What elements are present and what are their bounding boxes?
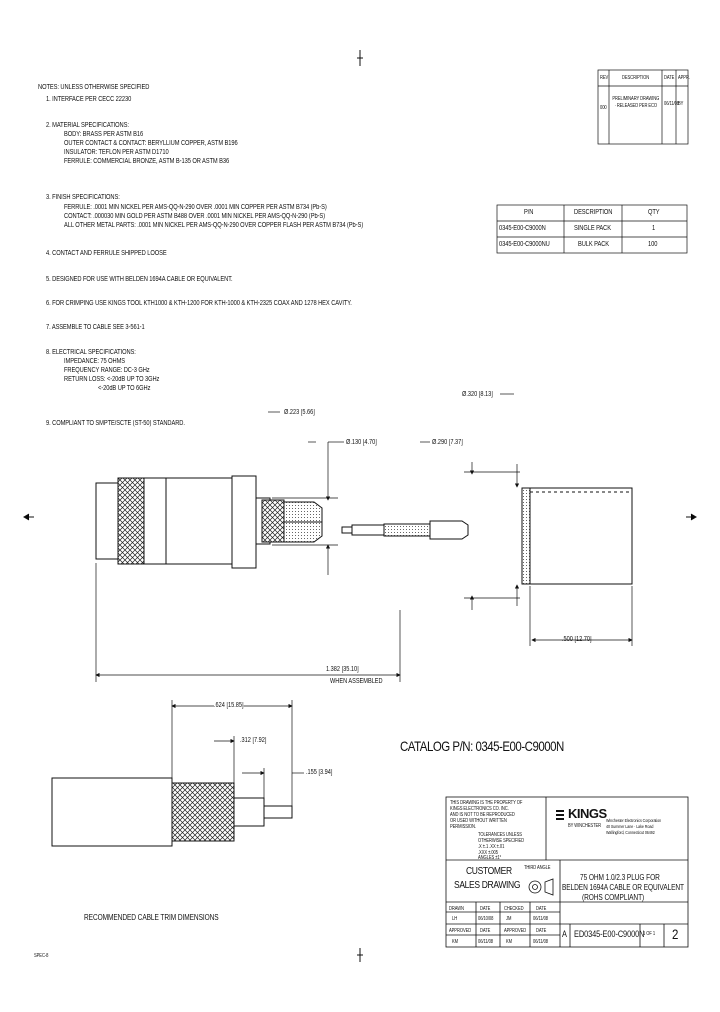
rev-desc-header: DESCRIPTION bbox=[622, 75, 650, 81]
parts-header-qty: QTY bbox=[648, 209, 660, 216]
parts-row-qty: 100 bbox=[648, 241, 658, 248]
title-line: BELDEN 1694A CABLE OR EQUIVALENT bbox=[562, 883, 684, 892]
note-line: OUTER CONTACT & CONTACT: BERYLLIUM COPPER, ASTM B196 bbox=[64, 140, 238, 147]
company-line: Wallingford, Connecticut 06492 bbox=[606, 830, 655, 835]
approved-by-2: KM bbox=[506, 939, 512, 945]
note-line: 3. FINISH SPECIFICATIONS: bbox=[46, 194, 120, 201]
note-line: 2. MATERIAL SPECIFICATIONS: bbox=[46, 122, 129, 129]
strip-caption: RECOMMENDED CABLE TRIM DIMENSIONS bbox=[84, 913, 219, 922]
note-line: FERRULE: COMMERCIAL BRONZE, ASTM B-135 OR ASTM B36 bbox=[64, 158, 230, 165]
title-line: 75 OHM 1.0/2.3 PLUG FOR bbox=[580, 873, 660, 882]
dim-ferrule-id: Ø.223 [5.66] bbox=[284, 409, 315, 416]
brand-subtitle: BY WINCHESTER bbox=[568, 823, 602, 829]
dim-contact: Ø.130 [4.70] bbox=[346, 439, 377, 446]
rev-value: 000 bbox=[600, 105, 607, 111]
drawn-date-label: DATE bbox=[480, 906, 491, 912]
company-line: Winchester Electronics Corporation bbox=[606, 818, 662, 823]
note-line: 6. FOR CRIMPING USE KINGS TOOL KTH1000 & KTH-1200 FOR KTH-1000 & KTH-2325 COAX AND 1278 HEX CAVITY. bbox=[46, 300, 352, 307]
catalog-part-number: CATALOG P/N: 0345-E00-C9000N bbox=[400, 738, 564, 754]
checked-date: 06/11/08 bbox=[533, 916, 549, 922]
drawing-number: ED0345-E00-C9000N bbox=[574, 929, 645, 939]
note-line: FERRULE: .0001 MIN NICKEL PER AMS-QQ-N-290 OVER .0001 MIN COPPER PER ASTM B734 (Pb-S) bbox=[64, 204, 327, 211]
parts-row-pn: 0345-E00-C9000NU bbox=[499, 241, 550, 248]
sales-drawing-label: SALES DRAWING bbox=[454, 880, 521, 891]
contact-pin bbox=[342, 521, 468, 539]
note-line: IMPEDANCE: 75 OHMS bbox=[64, 358, 126, 365]
cable-strip-view bbox=[52, 778, 292, 846]
note-line: 4. CONTACT AND FERRULE SHIPPED LOOSE bbox=[46, 250, 167, 257]
rev-appr: BY bbox=[678, 101, 684, 107]
title-line: (ROHS COMPLIANT) bbox=[582, 893, 645, 902]
note-line: 7. ASSEMBLE TO CABLE SEE 3-561-1 bbox=[46, 324, 145, 331]
rev-header: REV bbox=[600, 75, 609, 81]
drawn-date: 06/10/08 bbox=[478, 916, 494, 922]
note-line: ALL OTHER METAL PARTS: .0001 MIN NICKEL PER AMS-QQ-N-290 OVER COPPER FLASH PER ASTM B734 (Pb-S) bbox=[64, 222, 364, 229]
note-line: INSULATOR: TEFLON PER ASTM D1710 bbox=[64, 149, 169, 156]
rev-date-header: DATE bbox=[664, 75, 675, 81]
ferrule bbox=[522, 488, 632, 584]
approved-date-label-2: DATE bbox=[536, 928, 547, 934]
dim-strip-b: .312 [7.92] bbox=[240, 737, 267, 744]
footer-code: SPEC-8 bbox=[34, 953, 49, 959]
parts-row-pn: 0345-E00-C9000N bbox=[499, 225, 546, 232]
company-line: 40 Summer Lane · Lake Road bbox=[606, 824, 654, 829]
rev-date: 06/11/08 bbox=[664, 101, 680, 107]
rev-appr-header: APPR. bbox=[678, 75, 690, 81]
approved-date-2: 06/11/08 bbox=[533, 939, 549, 945]
note-line: FREQUENCY RANGE: DC-3 GHz bbox=[64, 367, 150, 374]
note-line: CONTACT: .000030 MIN GOLD PER ASTM B488 OVER .0001 MIN NICKEL PER AMS-QQ-N-290 (Pb-S) bbox=[64, 213, 325, 220]
note-line: 9. COMPLIANT TO SMPTE/SCTE (ST-50) STANDARD. bbox=[46, 420, 185, 427]
parts-header-pn: P/N bbox=[524, 209, 534, 216]
dim-strip-c: .155 [3.94] bbox=[306, 769, 333, 776]
notes-heading: NOTES: UNLESS OTHERWISE SPECIFIED bbox=[38, 84, 150, 91]
third-angle-label: THIRD ANGLE bbox=[524, 865, 551, 871]
note-line: 1. INTERFACE PER CECC 22230 bbox=[46, 96, 132, 103]
third-angle-symbol bbox=[529, 879, 553, 895]
note-line: 8. ELECTRICAL SPECIFICATIONS: bbox=[46, 349, 136, 356]
approved-label: APPROVED bbox=[449, 928, 472, 934]
parts-row-qty: 1 bbox=[652, 225, 656, 232]
approved-by: KM bbox=[452, 939, 458, 945]
approved-date-label: DATE bbox=[480, 928, 491, 934]
checked-label: CHECKED bbox=[504, 906, 524, 912]
note-line: <-20dB UP TO 6GHz bbox=[98, 385, 151, 392]
dim-ferrule-od: Ø.320 [8.13] bbox=[462, 391, 493, 398]
revision-number: 2 bbox=[672, 926, 679, 942]
approved-label-2: APPROVED bbox=[504, 928, 527, 934]
parts-row-desc: SINGLE PACK bbox=[574, 225, 611, 232]
sheet-number: 1 OF 1 bbox=[643, 931, 656, 937]
parts-header-desc: DESCRIPTION bbox=[574, 209, 613, 216]
brand-name: KINGS bbox=[568, 806, 607, 821]
dim-when-assembled: WHEN ASSEMBLED bbox=[330, 678, 383, 685]
size-letter: A bbox=[562, 929, 567, 939]
drawn-by: LH bbox=[452, 916, 458, 922]
rev-description: PRELIMINARY DRAWING · RELEASED PER ECO bbox=[612, 96, 660, 109]
connector-body bbox=[96, 476, 322, 568]
dim-pin: Ø.290 [7.37] bbox=[432, 439, 463, 446]
dim-ferrule-length: .500 [12.70] bbox=[562, 636, 592, 643]
drawn-label: DRAWN bbox=[449, 906, 464, 912]
checked-date-label: DATE bbox=[536, 906, 547, 912]
approved-date: 06/11/08 bbox=[478, 939, 494, 945]
dim-strip-a: .624 [15.85] bbox=[214, 702, 244, 709]
parts-row-desc: BULK PACK bbox=[578, 241, 610, 248]
dim-overall-length: 1.382 [35.10] bbox=[326, 666, 359, 673]
customer-label: CUSTOMER bbox=[466, 866, 512, 877]
checked-by: JM bbox=[506, 916, 512, 922]
note-line: RETURN LOSS: <-20dB UP TO 3GHz bbox=[64, 376, 160, 383]
note-line: 5. DESIGNED FOR USE WITH BELDEN 1694A CABLE OR EQUIVALENT. bbox=[46, 276, 233, 283]
kings-logo-mark bbox=[556, 810, 564, 820]
note-line: BODY: BRASS PER ASTM B16 bbox=[64, 131, 144, 138]
